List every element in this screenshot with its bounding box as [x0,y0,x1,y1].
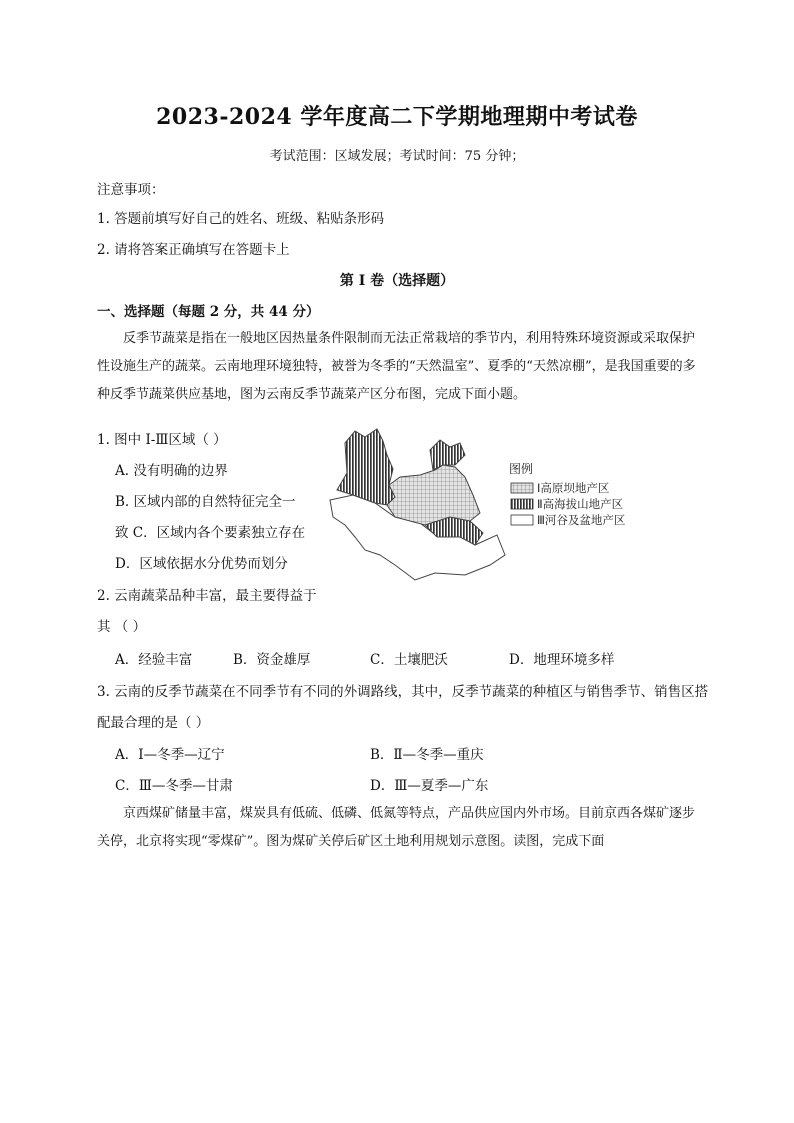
q2-option-b: B．资金雄厚 [233,652,311,668]
legend-swatch-iii [511,515,533,525]
legend-label-i: Ⅰ高原坝地产区 [537,483,610,495]
note-item-2: 2. 请将答案正确填写在答题卡上 [97,242,290,258]
q2-stem-line-1: 2. 云南蔬菜品种丰富，最主要得益于 [97,588,317,604]
q2-option-d: D．地理环境多样 [509,652,615,668]
note-item-1: 1. 答题前填写好自己的姓名、班级、粘贴条形码 [97,211,385,227]
section-title: 一、选择题（每题 2 分，共 44 分） [97,304,320,320]
legend-title: 图例 [509,462,534,476]
q3-stem-line-2: 配最合理的是（ ） [97,715,210,731]
q2-stem-line-2: 其 （ ） [97,619,147,635]
legend-label-ii: Ⅱ高海拔山地产区 [537,499,624,511]
q3-stem-line-1: 3. 云南的反季节蔬菜在不同季节有不同的外调路线，其中，反季节蔬菜的种植区与销售季节、销售区搭 [97,684,709,700]
q3-option-c: C．Ⅲ—冬季—甘肃 [115,778,233,794]
q1-stem: 1. 图中 I-Ⅲ区域（ ） [97,432,227,448]
page-title: 2023-2024 学年度高二下学期地理期中考试卷 [156,104,638,130]
legend-label-iii: Ⅲ河谷及盆地产区 [537,515,626,527]
region-i-shape [387,465,480,525]
q2-option-a: A．经验丰富 [115,652,193,668]
q3-option-d: D．Ⅲ—夏季—广东 [370,778,489,794]
q3-option-a: A．Ⅰ—冬季—辽宁 [115,747,225,763]
q2-option-c: C．土壤肥沃 [370,652,448,668]
q1-option-b: B. 区域内部的自然特征完全一 [115,494,296,510]
q1-option-a: A. 没有明确的边界 [115,463,228,479]
q1-option-d: D．区域依据水分优势而划分 [115,556,288,572]
passage-1: 反季节蔬菜是指在一般地区因热量条件限制而无法正常栽培的季节内，利用特殊环境资源或采取保护性设施生产的蔬菜。云南地理环境独特，被誉为冬季的“天然温室”、夏季的“天然凉棚”，是我国重要的多种反季节蔬菜供应基地，图为云南反季节蔬菜产区分布图，完成下面小题。 [97,331,696,402]
legend-swatch-ii [511,499,533,509]
region-ii-west-shape [337,429,395,505]
legend-swatch-i [511,483,533,493]
exam-info: 考试范围：区域发展；考试时间：75 分钟； [269,149,525,164]
notes-heading: 注意事项： [97,182,165,198]
q3-option-b: B．Ⅱ—冬季—重庆 [370,747,484,763]
volume-title: 第 I 卷（选择题） [339,273,455,289]
q1-option-c: 致 C．区域内各个要素独立存在 [115,525,306,541]
passage-2: 京西煤矿储量丰富，煤炭具有低硫、低磷、低氮等特点，产品供应国内外市场。目前京西各煤矿逐步关停，北京将实现“零煤矿”。图为煤矿关停后矿区土地利用规划示意图。读图，完成下面 [97,806,696,849]
yunnan-vegetable-map [325,425,665,583]
